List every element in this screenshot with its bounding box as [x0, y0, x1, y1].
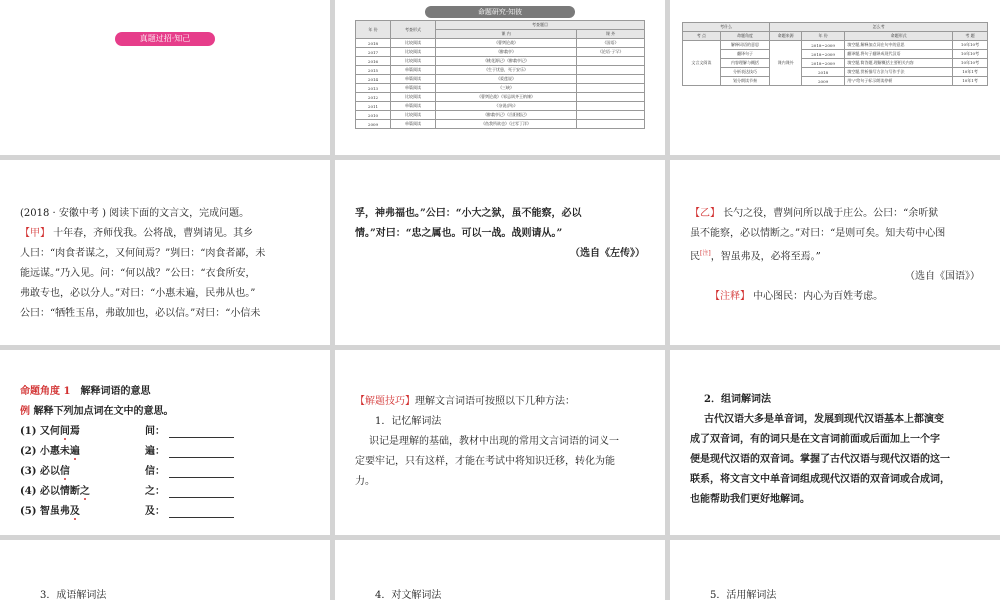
passage-line: 能远谋。”乃入见。问：“何以战？”公曰：“衣食所安，: [20, 268, 256, 279]
slide-5[interactable]: [335, 160, 665, 345]
table-cell: 2018~2009: [801, 50, 844, 59]
table-cell: 10年10考: [953, 41, 988, 50]
vocab-phrase: (2) 小惠未遍: [20, 446, 80, 457]
table-cell: 填空题,解释加点词在句中的意思: [845, 41, 953, 50]
header-topic: 考查题目: [436, 21, 645, 30]
table-cell: 2011: [356, 102, 391, 111]
table-cell: 《爱莲说》: [436, 75, 577, 84]
table-cell: 《论语·子罕》: [577, 48, 645, 57]
table-row: [683, 68, 988, 77]
vocab-word: 间：: [145, 426, 165, 437]
passage-line: 民[注]，智虽弗及，必将至焉。”: [690, 250, 821, 263]
passage-note: 【注释】 中心图民：内心为百姓考虑。: [710, 291, 884, 303]
exercise-prompt: 例 解释下列加点词在文中的意思。: [20, 406, 174, 417]
passage-jia: [20, 204, 320, 324]
method-line: 成了双音词，有的词只是在文言词前面或后面加上一个字: [690, 434, 940, 445]
table-row: [683, 59, 988, 68]
table-cell: 划分朗读节奏: [720, 77, 770, 86]
table-cell: 《国语》: [577, 39, 645, 48]
table-cell: 《桃花源记》《醉翁亭记》: [436, 57, 577, 66]
method-line: 古代汉语大多是单音词，发展到现代汉语基本上都演变: [704, 414, 944, 425]
table-row: [683, 77, 988, 86]
table-cell: 2015: [356, 66, 391, 75]
header-focus: 命题角度: [720, 32, 770, 41]
table-cell: 2017: [356, 48, 391, 57]
table-cell: 单篇阅读: [391, 120, 436, 129]
passage-line: 情。”对曰：“忠之属也。可以一战。战则请从。”: [355, 228, 563, 239]
passage-line: 【甲】 十年春，齐师伐我。公将战，曹刿请见。其乡: [20, 228, 254, 239]
method-block: [690, 390, 990, 510]
table-cell: 单篇阅读: [391, 102, 436, 111]
table-cell: 2009: [356, 120, 391, 129]
passage-jia-cont: [355, 204, 655, 264]
passage-line: 人曰：“肉食者谋之，又何间焉？”刿曰：“肉食者鄙，未: [20, 248, 266, 259]
tips-heading: 1．记忆解词法: [375, 416, 442, 427]
table-row: [356, 93, 645, 102]
header-source: 命题来源: [770, 32, 802, 41]
table-row: [683, 41, 988, 50]
tips-line: 力。: [355, 476, 375, 487]
footnote-marker: [注]: [700, 250, 711, 257]
slide-9[interactable]: [670, 350, 1000, 535]
table-cell: 2016: [356, 57, 391, 66]
table-cell: 文言文阅读: [683, 41, 721, 86]
table-cell: 2010: [356, 111, 391, 120]
table-cell: 比较阅读: [391, 93, 436, 102]
header-score: 考 题: [953, 32, 988, 41]
table-cell: 10年1考: [953, 77, 988, 86]
table-cell: 2018: [356, 39, 391, 48]
table-cell: 2018~2009: [801, 59, 844, 68]
table-row: [356, 48, 645, 57]
tips-tag: 【解题技巧】: [355, 396, 415, 407]
slide-3[interactable]: [670, 0, 1000, 155]
header-in: 课 内: [436, 30, 577, 39]
header-what: 考什么: [683, 23, 770, 32]
table-row: [356, 39, 645, 48]
passage-source: （选自《国语》）: [905, 271, 980, 283]
vocab-word: 及：: [145, 506, 165, 517]
header-point: 考 点: [683, 32, 721, 41]
tips-line: 定要牢记，只有这样，才能在考试中将知识迁移，转化为能: [355, 456, 615, 467]
header-form: 考查形式: [391, 21, 436, 39]
table-row: [356, 111, 645, 120]
table-cell: [577, 84, 645, 93]
table-cell: 翻译句子: [720, 50, 770, 59]
table-row: [356, 66, 645, 75]
table-row: [356, 102, 645, 111]
table-cell: 分析表达技巧: [720, 68, 770, 77]
table-cell: 《杂说(四)》: [436, 102, 577, 111]
passage-line: 孚，神弗福也。”公曰：“小大之狱，虽不能察，必以: [355, 208, 582, 219]
table-cell: 《生于忧患，死于安乐》: [436, 66, 577, 75]
slide-2[interactable]: [335, 0, 665, 155]
table-cell: [577, 111, 645, 120]
method-heading: 5．活用解词法: [710, 590, 777, 600]
table-cell: 单篇阅读: [391, 84, 436, 93]
table-cell: 《醉翁亭记》《岳阳楼记》: [436, 111, 577, 120]
slide-4[interactable]: [0, 160, 330, 345]
table-cell: [577, 75, 645, 84]
answer-blank[interactable]: [169, 467, 234, 478]
vocab-phrase: (3) 必以信: [20, 466, 70, 477]
table-cell: 比较阅读: [391, 48, 436, 57]
slide-1[interactable]: [0, 0, 330, 155]
note-tag: 【注释】: [710, 291, 750, 303]
table-cell: 单篇阅读: [391, 66, 436, 75]
method-heading: 3．成语解词法: [40, 590, 107, 600]
table-cell: 比较阅读: [391, 57, 436, 66]
vocab-item: [20, 502, 320, 522]
method-line: 联系，将文言文中单音词组成现代汉语的双音词或合成词，: [690, 474, 950, 485]
passage-line: 虽不能察，必以情断之。”对曰：“是则可矣。知夫苟中心图: [690, 228, 946, 239]
header-out: 课 外: [577, 30, 645, 39]
vocab-phrase: (5) 智虽弗及: [20, 506, 80, 517]
exam-analysis-table: [682, 22, 988, 86]
table-cell: 10年10考: [953, 50, 988, 59]
vocab-item: [20, 422, 320, 442]
answer-blank[interactable]: [169, 507, 234, 518]
table-row: [683, 50, 988, 59]
table-cell: 课内课外: [770, 41, 802, 86]
passage-tag: 【甲】: [20, 228, 50, 239]
table-cell: 《醉翁亭》: [436, 48, 577, 57]
vocab-word: 之：: [145, 486, 165, 497]
table-cell: 10年1考: [953, 68, 988, 77]
table-cell: 用"/"给句子标示朗读停顿: [845, 77, 953, 86]
vocab-word: 信：: [145, 466, 165, 477]
table-cell: 单篇阅读: [391, 75, 436, 84]
slide-8[interactable]: [335, 350, 665, 535]
section-banner: 真题过招·知己: [115, 32, 215, 46]
table-row: [356, 120, 645, 129]
table-cell: 内容理解与概括: [720, 59, 770, 68]
table-cell: 2014: [356, 75, 391, 84]
table-cell: 2013: [356, 84, 391, 93]
vocab-phrase: (1) 又何间焉: [20, 426, 80, 437]
table-cell: 2012: [356, 93, 391, 102]
table-cell: 填空题,赏析描写方法与写作手法: [845, 68, 953, 77]
answer-blank[interactable]: [169, 447, 234, 458]
passage-yi: [690, 204, 990, 307]
vocab-item: [20, 462, 320, 482]
table-cell: 《鱼我所欲也》《过零丁洋》: [436, 120, 577, 129]
passage-source: （选自《左传》）: [570, 248, 645, 259]
header-year: 年 份: [801, 32, 844, 41]
table-row: [356, 84, 645, 93]
exercise-title: 命题角度 1 解释词语的意思: [20, 386, 151, 397]
tips-intro: 【解题技巧】理解文言词语可按照以下几种方法：: [355, 396, 575, 407]
slide-11[interactable]: [335, 540, 665, 600]
vocab-exercise: [20, 382, 320, 522]
vocab-phrase: (4) 必以情断之: [20, 486, 90, 497]
passage-tag: 【乙】: [690, 208, 720, 219]
passage-line: 【乙】 长勺之役，曹刿问所以战于庄公。公曰：“余听狱: [690, 208, 939, 219]
table-cell: [577, 120, 645, 129]
table-cell: 2018~2009: [801, 41, 844, 50]
vocab-word: 遍：: [145, 446, 165, 457]
table-cell: 《三峡》: [436, 84, 577, 93]
method-line: 便是现代汉语的双音词。掌握了古代汉语与现代汉语的这一: [690, 454, 950, 465]
header-how: 怎么考: [770, 23, 988, 32]
passage-intro: (2018 · 安徽中考 ) 阅读下面的文言文，完成问题。: [20, 208, 250, 219]
answer-blank[interactable]: [169, 427, 234, 438]
method-line: 也能帮助我们更好地解词。: [690, 494, 810, 505]
table-cell: 《曹刿论战》《邹忌讽齐王纳谏》: [436, 93, 577, 102]
vocab-item: [20, 442, 320, 462]
table-cell: 翻译题,将句子翻译成现代汉语: [845, 50, 953, 59]
method-heading: 4．对文解词法: [375, 590, 442, 600]
passage-line: 弗敢专也，必以分人。”对曰：“小惠未遍，民弗从也。”: [20, 288, 256, 299]
table-cell: [577, 57, 645, 66]
method-heading: 2．组词解词法: [704, 394, 771, 405]
header-form: 命题形式: [845, 32, 953, 41]
table-cell: [577, 66, 645, 75]
table-cell: [577, 102, 645, 111]
slide-6[interactable]: [670, 160, 1000, 345]
table-cell: 比较阅读: [391, 39, 436, 48]
table-row: [356, 57, 645, 66]
answer-blank[interactable]: [169, 487, 234, 498]
table-cell: 《曹刿论战》: [436, 39, 577, 48]
table-cell: 解释词语的意思: [720, 41, 770, 50]
tips-line: 识记是理解的基础，教材中出现的常用文言词语的词义一: [369, 436, 619, 447]
section-banner: 命题研究·知彼: [425, 6, 575, 18]
table-cell: 填空题,简答题,理解概括主要相关内容: [845, 59, 953, 68]
table-cell: 比较阅读: [391, 111, 436, 120]
table-cell: 2018: [801, 68, 844, 77]
table-row: [356, 75, 645, 84]
table-cell: [577, 93, 645, 102]
vocab-item: [20, 482, 320, 502]
exam-history-table: [355, 20, 645, 129]
slide-7[interactable]: [0, 350, 330, 535]
table-cell: 10年10考: [953, 59, 988, 68]
slide-10[interactable]: [0, 540, 330, 600]
table-cell: 2009: [801, 77, 844, 86]
passage-line: 公曰：“牺牲玉帛，弗敢加也，必以信。”对曰：“小信未: [20, 308, 261, 319]
header-year: 年 份: [356, 21, 391, 39]
slide-12[interactable]: [670, 540, 1000, 600]
tips-block: [355, 392, 655, 492]
